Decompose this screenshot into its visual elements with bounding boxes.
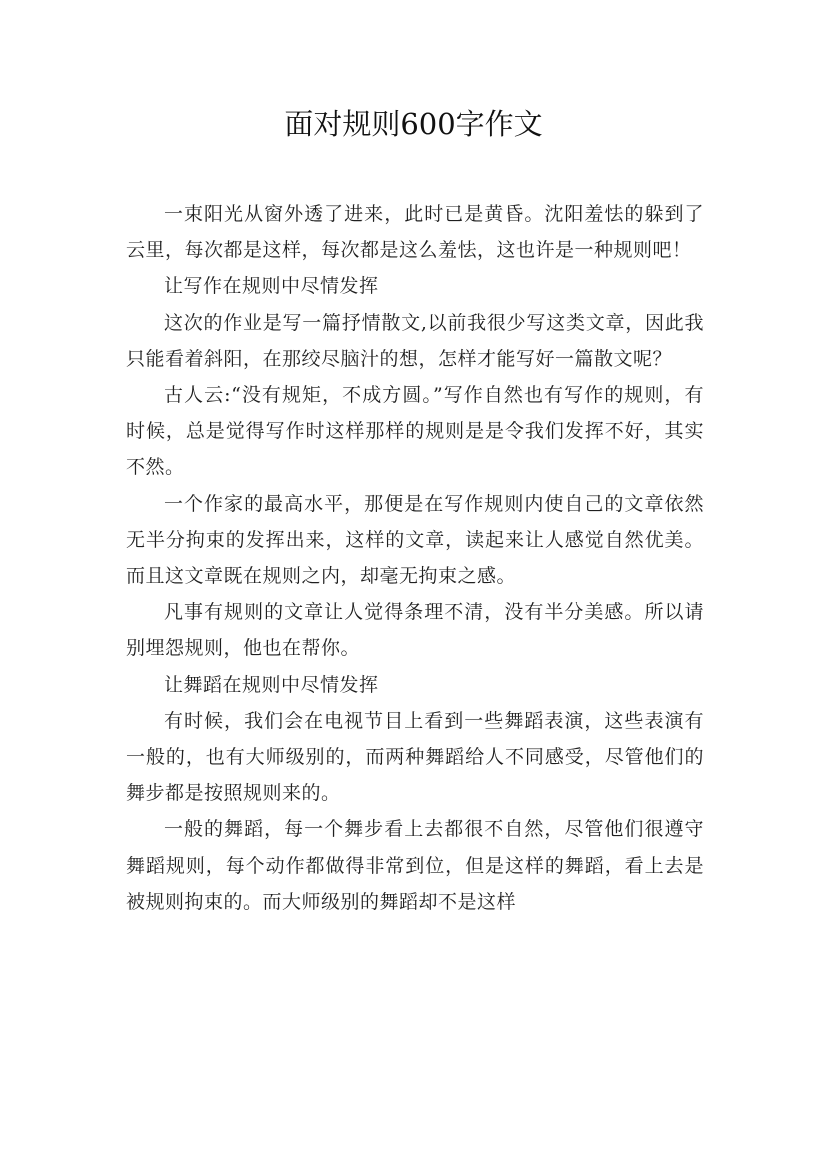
paragraph: 一般的舞蹈，每一个舞步看上去都很不自然，尽管他们很遵守舞蹈规则，每个动作都做得非常到位，但是这样的舞蹈，看上去是被规则拘束的。而大师级别的舞蹈却不是这样: [126, 818, 704, 913]
document-body: [126, 196, 704, 920]
paragraph: 古人云:“没有规矩，不成方圆。”写作自然也有写作的规则，有时候，总是觉得写作时这样那样的规则是是令我们发挥不好，其实不然。: [126, 384, 704, 479]
paragraph: 一束阳光从窗外透了进来，此时已是黄昏。沈阳羞怯的躲到了云里，每次都是这样，每次都是这么羞怯，这也许是一种规则吧！: [126, 203, 704, 262]
paragraph: 一个作家的最高水平，那便是在写作规则内使自己的文章依然无半分拘束的发挥出来，这样的文章，读起来让人感觉自然优美。而且这文章既在规则之内，却毫无拘束之感。: [126, 492, 704, 588]
section-heading: 让写作在规则中尽情发挥: [164, 275, 379, 298]
paragraph: 凡事有规则的文章让人觉得条理不清，没有半分美感。所以请别埋怨规则，他也在帮你。: [126, 601, 704, 660]
paragraph: 这次的作业是写一篇抒情散文,以前我很少写这类文章，因此我只能看着斜阳，在那绞尽脑汁的想，怎样才能写好一篇散文呢？: [126, 311, 704, 370]
paragraph: 有时候，我们会在电视节目上看到一些舞蹈表演，这些表演有一般的，也有大师级别的，而两种舞蹈给人不同感受，尽管他们的舞步都是按照规则来的。: [126, 709, 704, 805]
section-heading: 让舞蹈在规则中尽情发挥: [164, 673, 379, 696]
document-title: 面对规则600字作文: [284, 107, 543, 141]
